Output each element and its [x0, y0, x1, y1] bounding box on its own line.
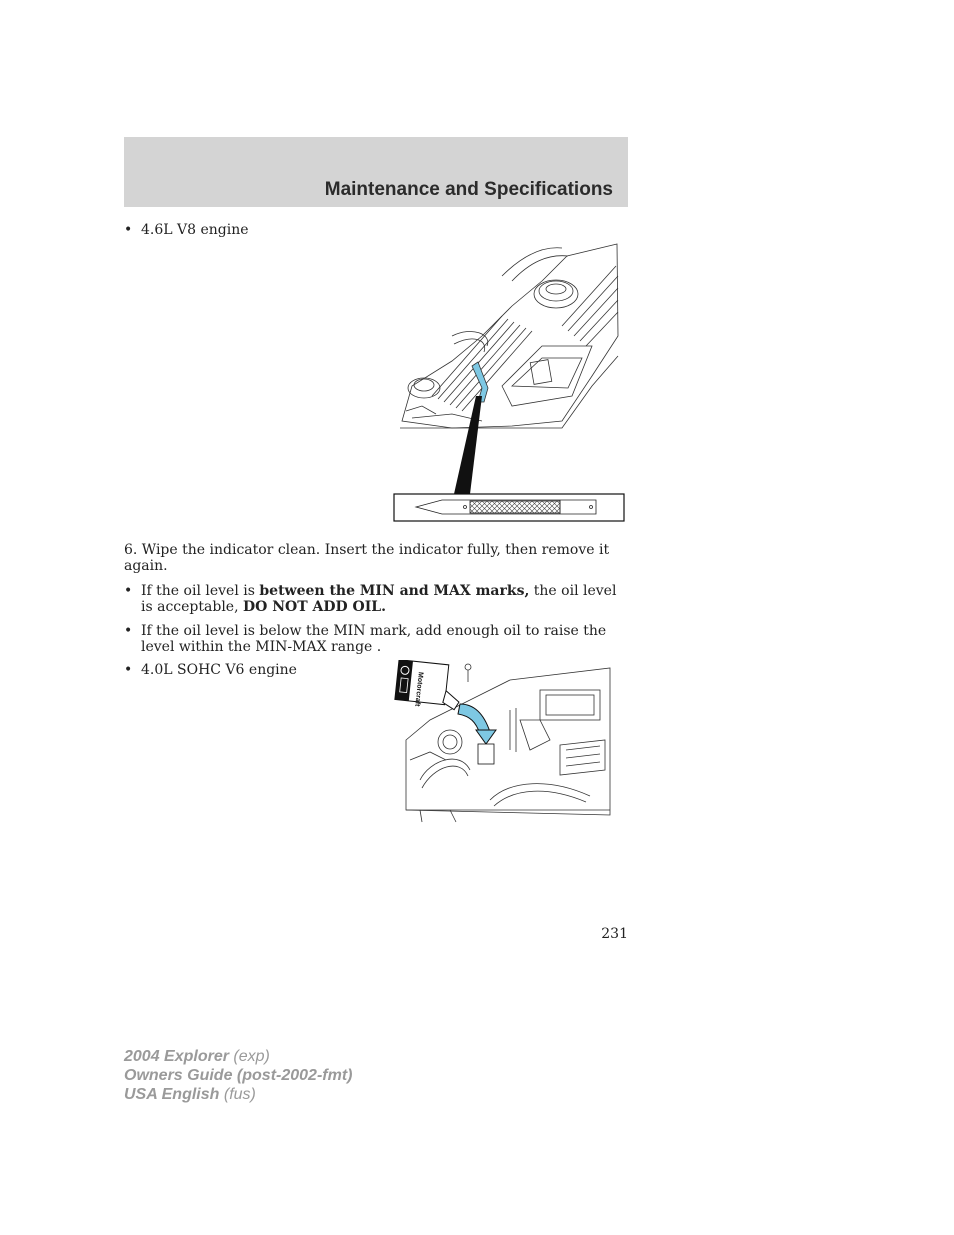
bullet-text: If the oil level is below the MIN mark, add enough oil to raise the level within the MIN-MAX range . — [141, 623, 607, 655]
footer-model: 2004 Explorer — [124, 1048, 229, 1065]
bottle-label: Motorcraft — [413, 671, 424, 707]
bullet-symbol: • — [124, 623, 133, 639]
section-title: Maintenance and Specifications — [324, 179, 613, 200]
footer-language: USA English — [124, 1086, 220, 1103]
footer-line-2 — [124, 1066, 352, 1085]
bullet-symbol: • — [124, 222, 133, 238]
text-run: If the oil level is — [141, 583, 260, 599]
text-run: the oil level is acceptable, — [141, 583, 617, 615]
footer-line-1 — [124, 1047, 352, 1066]
footer-line-3 — [124, 1085, 352, 1104]
bold-run: DO NOT ADD OIL. — [243, 599, 386, 615]
page-number: 231 — [601, 926, 628, 942]
engine-40-oil-fill-illustration — [390, 660, 612, 825]
document-footer — [124, 1047, 352, 1104]
bullet-text: 4.0L SOHC V6 engine — [141, 662, 297, 678]
engine-46-dipstick-illustration — [392, 236, 628, 526]
bullet-symbol: • — [124, 662, 133, 678]
bold-run: between the MIN and MAX marks, — [259, 583, 530, 599]
bullet-symbol: • — [124, 583, 133, 599]
section-header-band — [124, 137, 628, 207]
step-6-instruction: 6. Wipe the indicator clean. Insert the indicator fully, then remove it again. — [124, 542, 610, 574]
bullet-text: 4.6L V8 engine — [141, 222, 249, 238]
footer-guide: Owners Guide (post-2002-fmt) — [124, 1067, 353, 1084]
footer-language-code: (fus) — [219, 1086, 256, 1103]
bullet-text — [141, 583, 629, 615]
footer-model-code: (exp) — [228, 1048, 270, 1065]
